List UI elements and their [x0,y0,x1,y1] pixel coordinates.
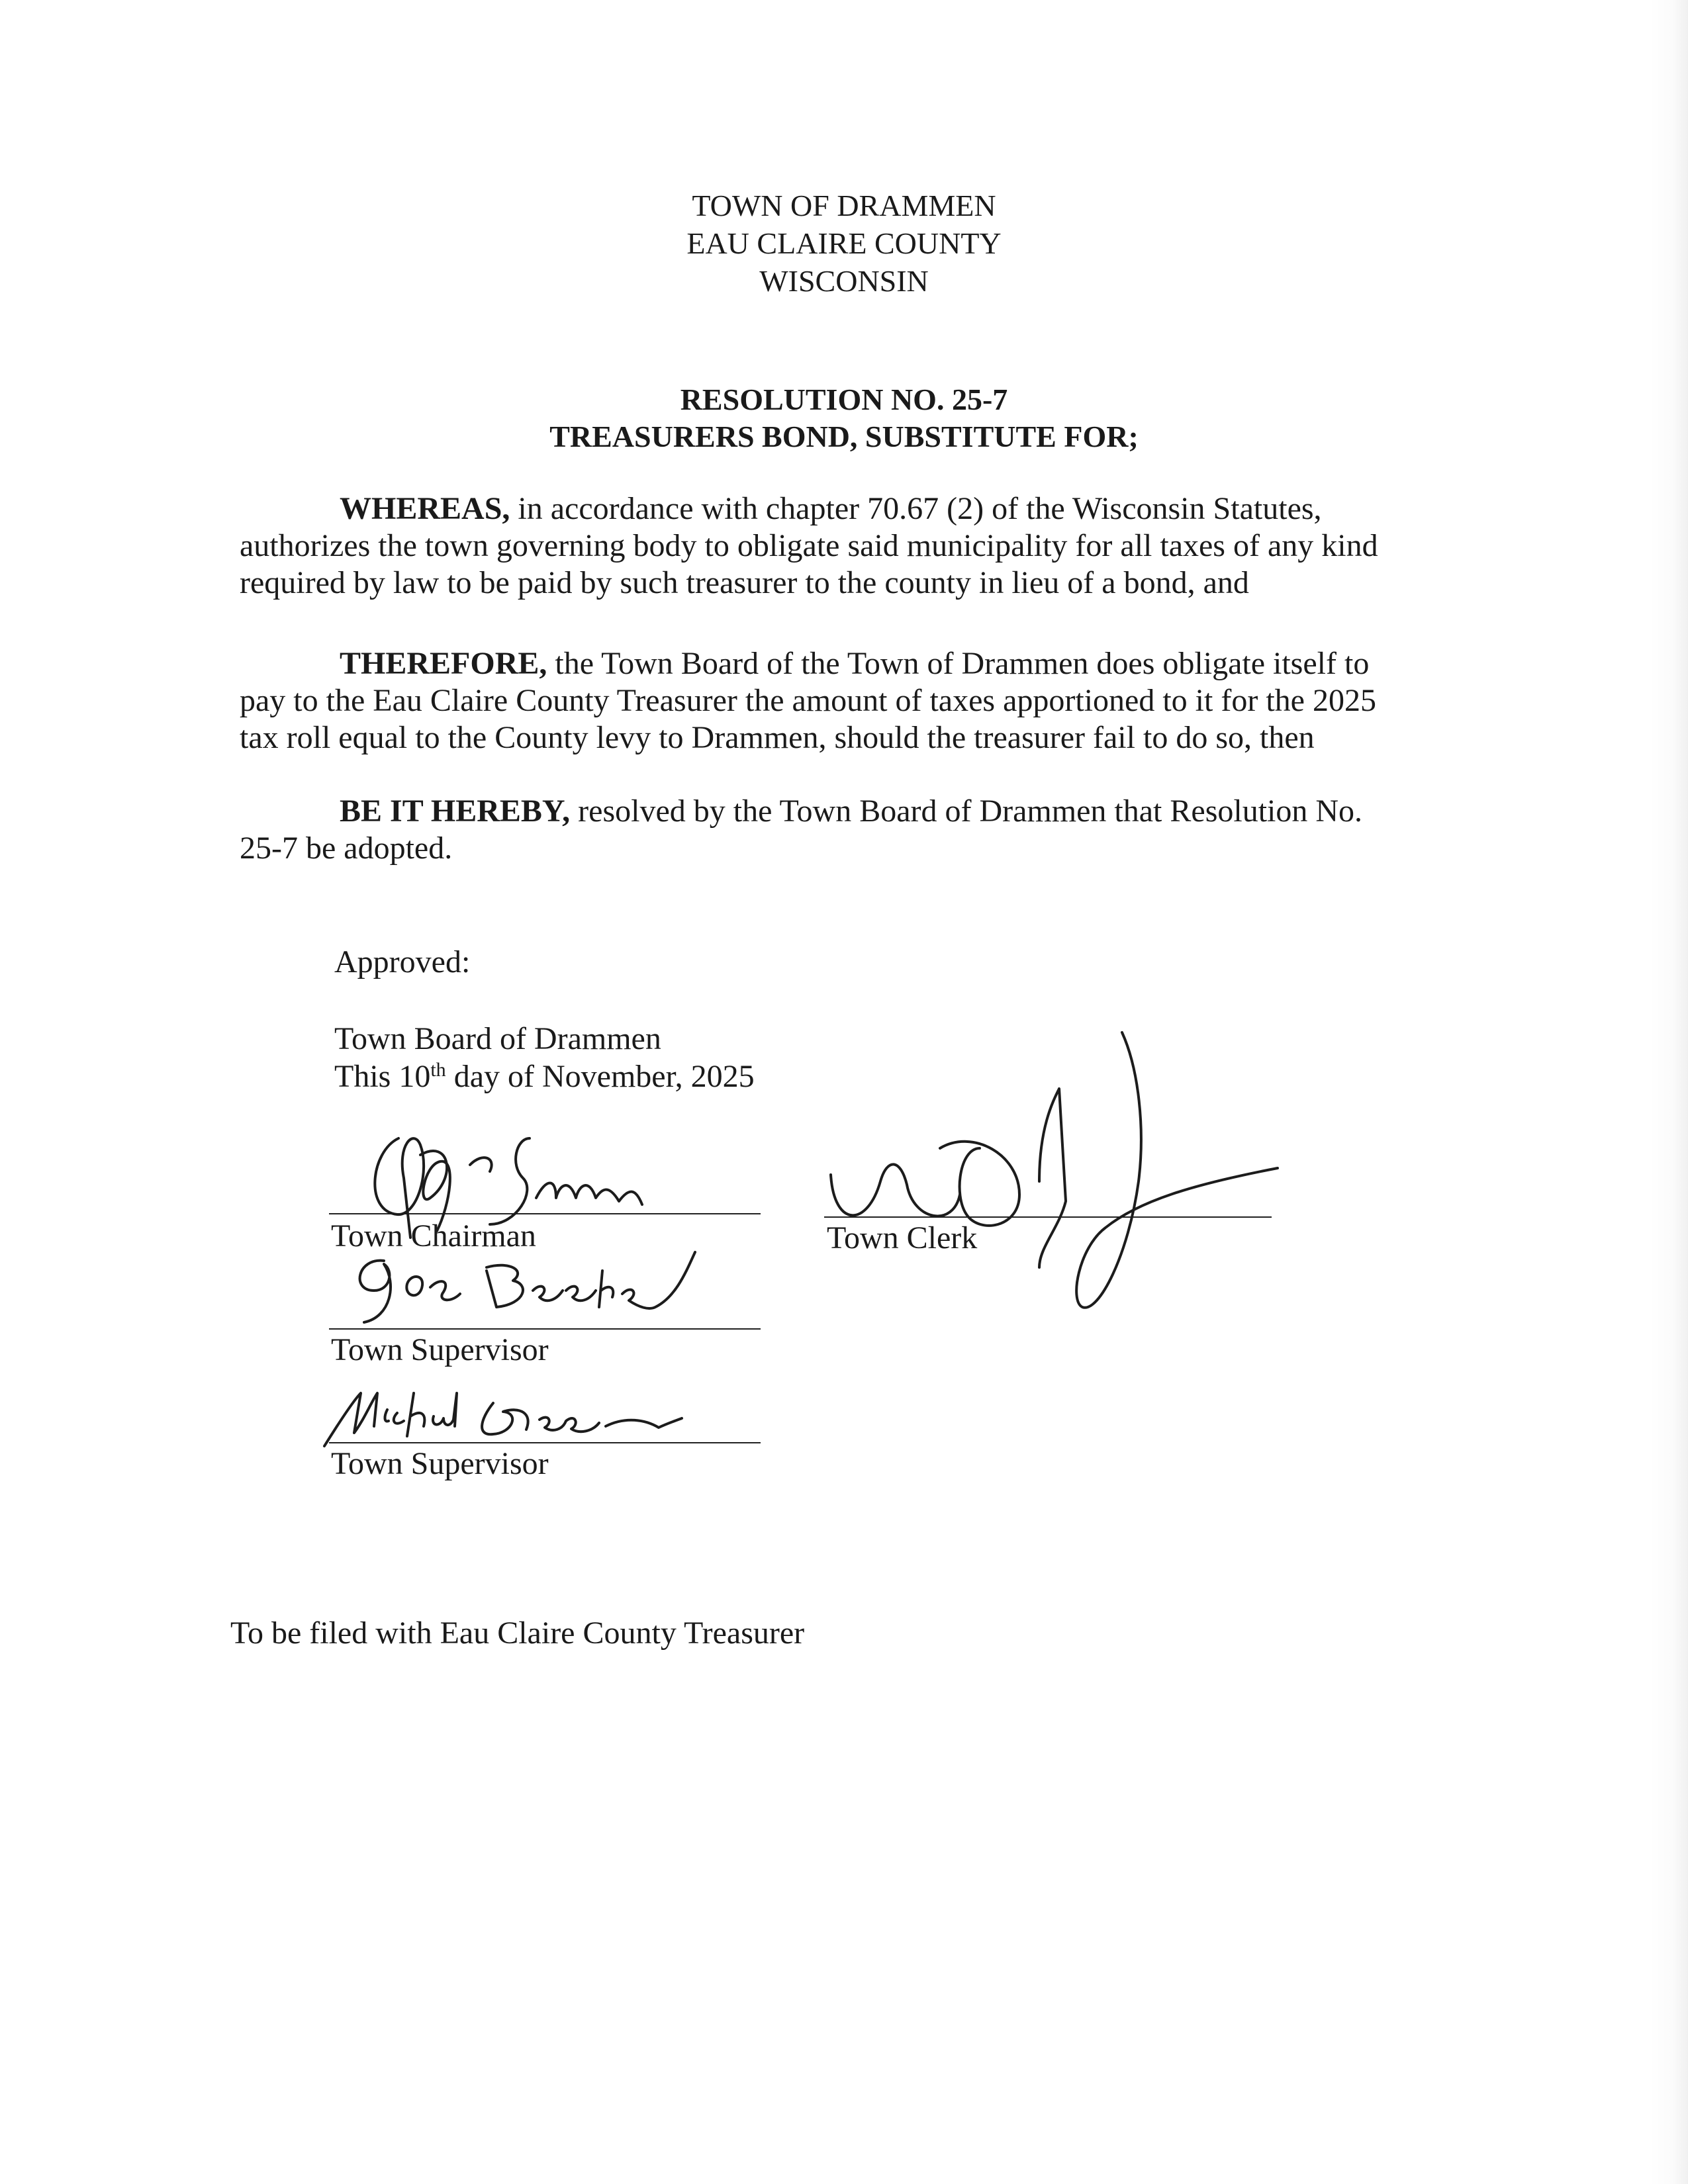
whereas-line-1 [340,490,1322,527]
whereas-keyword: WHEREAS, [340,491,510,526]
supervisor1-title: Town Supervisor [331,1332,549,1367]
clerk-title: Town Clerk [827,1220,978,1255]
approval-date-ordinal: th [430,1059,446,1081]
chairman-signature [357,1125,655,1251]
therefore-text-1: the Town Board of the Town of Drammen does obligate itself to [547,646,1370,681]
be-it-keyword: BE IT HEREBY, [340,794,571,829]
clerk-signature [821,1029,1297,1320]
filing-note: To be filed with Eau Claire County Treasurer [230,1615,805,1651]
therefore-line-3: tax roll equal to the County levy to Drammen, should the treasurer fail to do so, then [240,720,1315,755]
resolution-subject: TREASURERS BOND, SUBSTITUTE FOR; [549,420,1139,453]
whereas-text-1: in accordance with chapter 70.67 (2) of the Wisconsin Statutes, [510,491,1322,526]
approved-label: Approved: [334,944,471,979]
approval-date [334,1058,755,1095]
whereas-line-2: authorizes the town governing body to obligate said municipality for all taxes of any kind [240,528,1378,563]
header-state: WISCONSIN [759,264,929,298]
be-it-text-1: resolved by the Town Board of Drammen that Resolution No. [570,794,1363,829]
supervisor2-signature [314,1380,685,1453]
board-name: Town Board of Drammen [334,1021,661,1056]
therefore-line-1 [340,645,1369,682]
approval-date-suffix: day of November, 2025 [445,1059,755,1094]
page-edge-shadow [1648,0,1688,2184]
header-county: EAU CLAIRE COUNTY [686,226,1002,260]
supervisor2-title: Town Supervisor [331,1446,549,1481]
resolution-number: RESOLUTION NO. 25-7 [680,383,1008,416]
be-it-line-1 [340,793,1362,830]
therefore-line-2: pay to the Eau Claire County Treasurer the amount of taxes apportioned to it for the 2025 [240,683,1376,718]
be-it-line-2: 25-7 be adopted. [240,831,453,866]
approval-date-prefix: This 10 [334,1059,431,1094]
therefore-keyword: THEREFORE, [340,646,547,681]
supervisor1-signature [344,1244,702,1330]
whereas-line-3: required by law to be paid by such treasurer to the county in lieu of a bond, and [240,565,1249,600]
chairman-title: Town Chairman [331,1218,536,1253]
header-town: TOWN OF DRAMMEN [692,189,996,222]
